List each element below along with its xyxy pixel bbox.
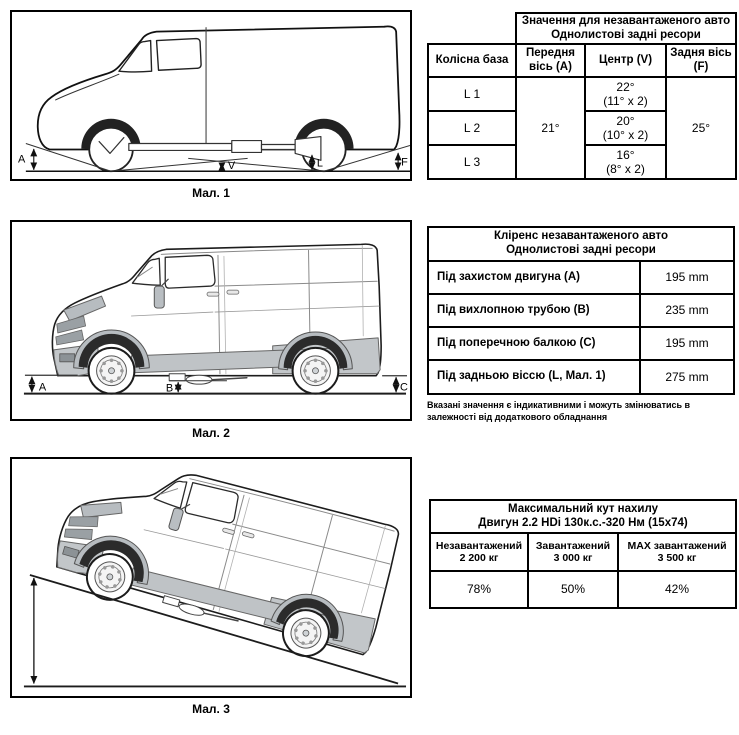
wheelbase-l2-cell: L 2 [428,111,516,145]
table-row [428,261,734,294]
table-row [428,77,736,111]
clearance-value-rear-axle: 275 mm [640,360,734,394]
clearance-table-title: Кліренс незавантаженого авто Однолистові задні ресори [428,227,734,261]
dimension-label-a: A [38,381,47,394]
clearance-value-exhaust: 235 mm [640,294,734,327]
rear-axle-value-cell: 25° [666,77,736,179]
empty-corner-cell [428,13,516,44]
col-header-center: Центр (V) [585,44,666,77]
clearance-value-crossbeam: 195 mm [640,327,734,360]
figure-3-box [10,457,412,698]
angles-table-title: Значення для незавантаженого авто Однолистові задні ресори [516,13,736,44]
table-row [428,360,734,394]
clearance-label-rear-axle: Під задньою віссю (L, Мал. 1) [428,360,640,394]
dimension-label-l: L [316,157,323,170]
front-wheel [89,128,133,172]
col-header-max-loaded: MAX завантажений 3 500 кг [618,533,736,571]
figure-2-caption: Мал. 2 [192,426,230,440]
clearance-label-crossbeam: Під поперечною балкою (C) [428,327,640,360]
clearance-note: Вказані значення є індикативними і можуть змінюватись в залежності від додаткового обладнання [427,400,691,423]
table-row [428,294,734,327]
figure-3-drawing [12,459,410,696]
gradient-value-max-loaded: 42% [618,571,736,608]
dimension-label-a: A [17,153,26,166]
table-row [428,327,734,360]
gradient-table [429,499,737,609]
clearance-label-exhaust: Під вихлопною трубою (B) [428,294,640,327]
center-l3-cell: 16° (8° x 2) [585,145,666,179]
dimension-label-f: F [401,156,408,169]
table-row [430,571,736,608]
gradient-value-unloaded: 78% [430,571,528,608]
figure-2-drawing [12,222,410,419]
van-outline-drawing [38,26,400,171]
clearance-value-engine-guard: 195 mm [640,261,734,294]
figure-1-box [10,10,412,181]
front-axle-value-cell: 21° [516,77,585,179]
figure-1-caption: Мал. 1 [192,186,230,200]
figure-2-box [10,220,412,421]
wheelbase-l3-cell: L 3 [428,145,516,179]
dimension-label-b: B [165,382,174,395]
dimension-label-c: C [400,381,408,394]
col-header-rear-axle: Задня вісь (F) [666,44,736,77]
dimension-label-v: V [227,160,236,173]
gradient-table-title: Максимальний кут нахилу Двигун 2.2 HDi 130к.с.-320 Нм (15x74) [430,500,736,533]
col-header-loaded: Завантажений 3 000 кг [528,533,618,571]
figure-3-caption: Мал. 3 [192,702,230,716]
gradient-value-loaded: 50% [528,571,618,608]
driveshaft [129,144,232,151]
center-l2-cell: 20° (10° x 2) [585,111,666,145]
clearance-table [427,226,735,395]
col-header-wheelbase: Колісна база [428,44,516,77]
center-l1-cell: 22° (11° x 2) [585,77,666,111]
angles-table [427,12,737,180]
col-header-front-axle: Передня вісь (A) [516,44,585,77]
col-header-unloaded: Незавантажений 2 200 кг [430,533,528,571]
clearance-annotations [24,375,408,394]
wheelbase-l1-cell: L 1 [428,77,516,111]
clearance-label-engine-guard: Під захистом двигуна (A) [428,261,640,294]
figure-1-drawing [12,12,410,179]
